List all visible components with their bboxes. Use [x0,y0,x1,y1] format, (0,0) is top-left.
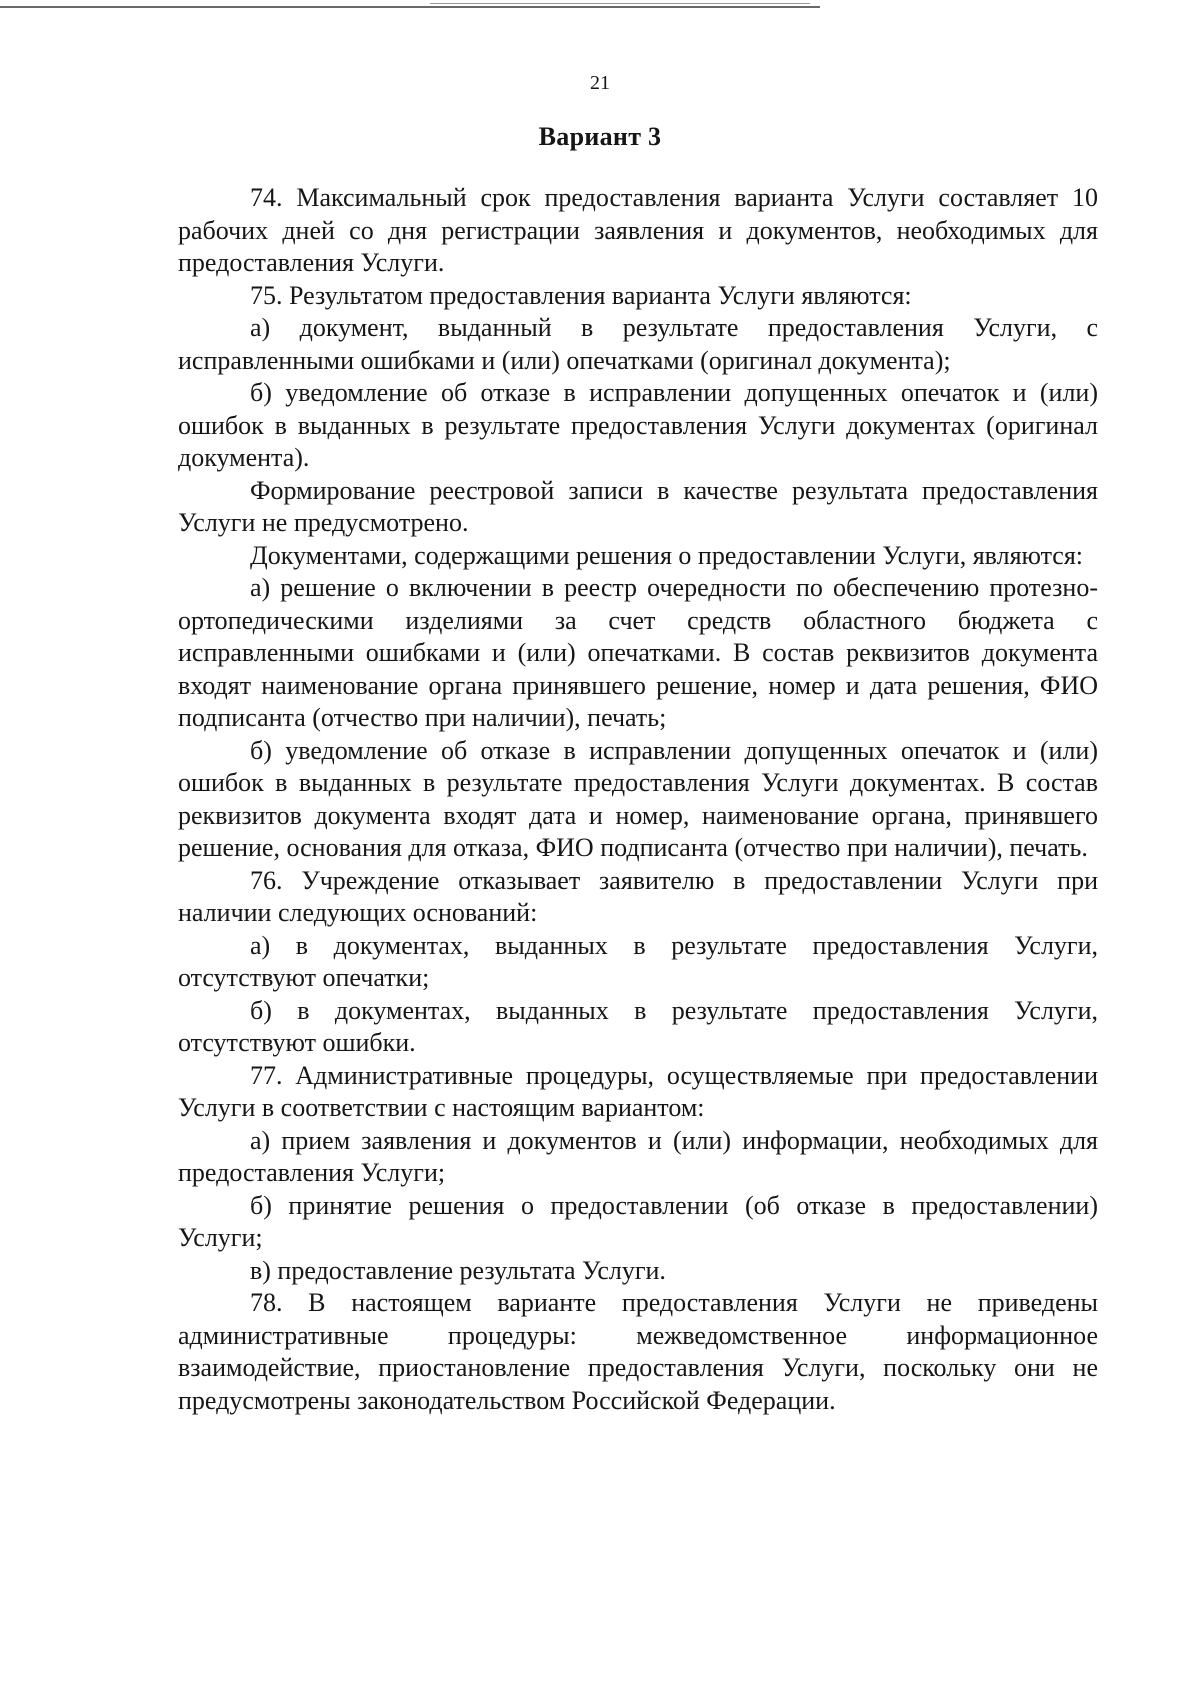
paragraph-76: 76. Учреждение отказывает заявителю в предоставлении Услуги при наличии следующих оснований: [178,865,1098,927]
paragraph-decision-item-b: б) уведомление об отказе в исправлении допущенных опечаток и (или) ошибок в выданных в результате предоставления Услуги документах. В состав реквизитов документа входят дата и номер, наименование органа, принявшего решение, основания для отказа, ФИО подписанта (отчество при наличии), печать. [178,735,1098,862]
paragraph-77: 77. Административные процедуры, осуществляемые при предоставлении Услуги в соответствии с настоящим вариантом: [178,1060,1098,1122]
paragraph-75-item-a: а) документ, выданный в результате предоставления Услуги, с исправленными ошибками и (или) опечатками (оригинал документа); [178,313,1098,375]
page-number: 21 [590,72,610,94]
paragraph-decision-documents: Документами, содержащими решения о предоставлении Услуги, являются: [250,540,1084,570]
paragraph-77-item-c: в) предоставление результата Услуги. [250,1255,666,1285]
paragraph-77-item-a: а) прием заявления и документов и (или) информации, необходимых для предоставления Услуги; [178,1125,1098,1187]
paragraph-registry-record: Формирование реестровой записи в качестве результата предоставления Услуги не предусмотрено. [178,475,1098,537]
paragraph-76-item-b: б) в документах, выданных в результате предоставления Услуги, отсутствуют ошибки. [178,995,1098,1057]
paragraph-78: 78. В настоящем варианте предоставления Услуги не приведены административные процедуры: межведомственное информационное взаимодействие, приостановление предоставления Услуги, поскольку они не предусмотрены законодательством Российской Федерации. [178,1288,1098,1415]
paragraph-75: 75. Результатом предоставления варианта Услуги являются: [250,280,912,310]
scan-edge-line-secondary [430,3,810,4]
paragraph-76-item-a: а) в документах, выданных в результате предоставления Услуги, отсутствуют опечатки; [178,930,1098,992]
paragraph-decision-item-a: а) решение о включении в реестр очередности по обеспечению протезно-ортопедическими изделиями за счет средств областного бюджета с исправленными ошибками и (или) опечатками. В состав реквизитов документа входят наименование органа принявшего решение, номер и дата решения, ФИО подписанта (отчество при наличии), печать; [178,573,1098,732]
paragraph-77-item-b: б) принятие решения о предоставлении (об отказе в предоставлении) Услуги; [178,1190,1098,1252]
document-body [178,182,1098,1417]
scan-edge-line [0,6,820,8]
paragraph-74: 74. Максимальный срок предоставления варианта Услуги составляет 10 рабочих дней со дня регистрации заявления и документов, необходимых для предоставления Услуги. [178,183,1098,277]
page-title: Вариант 3 [538,122,662,151]
paragraph-75-item-b: б) уведомление об отказе в исправлении допущенных опечаток и (или) ошибок в выданных в результате предоставления Услуги документах (оригинал документа). [178,378,1098,472]
